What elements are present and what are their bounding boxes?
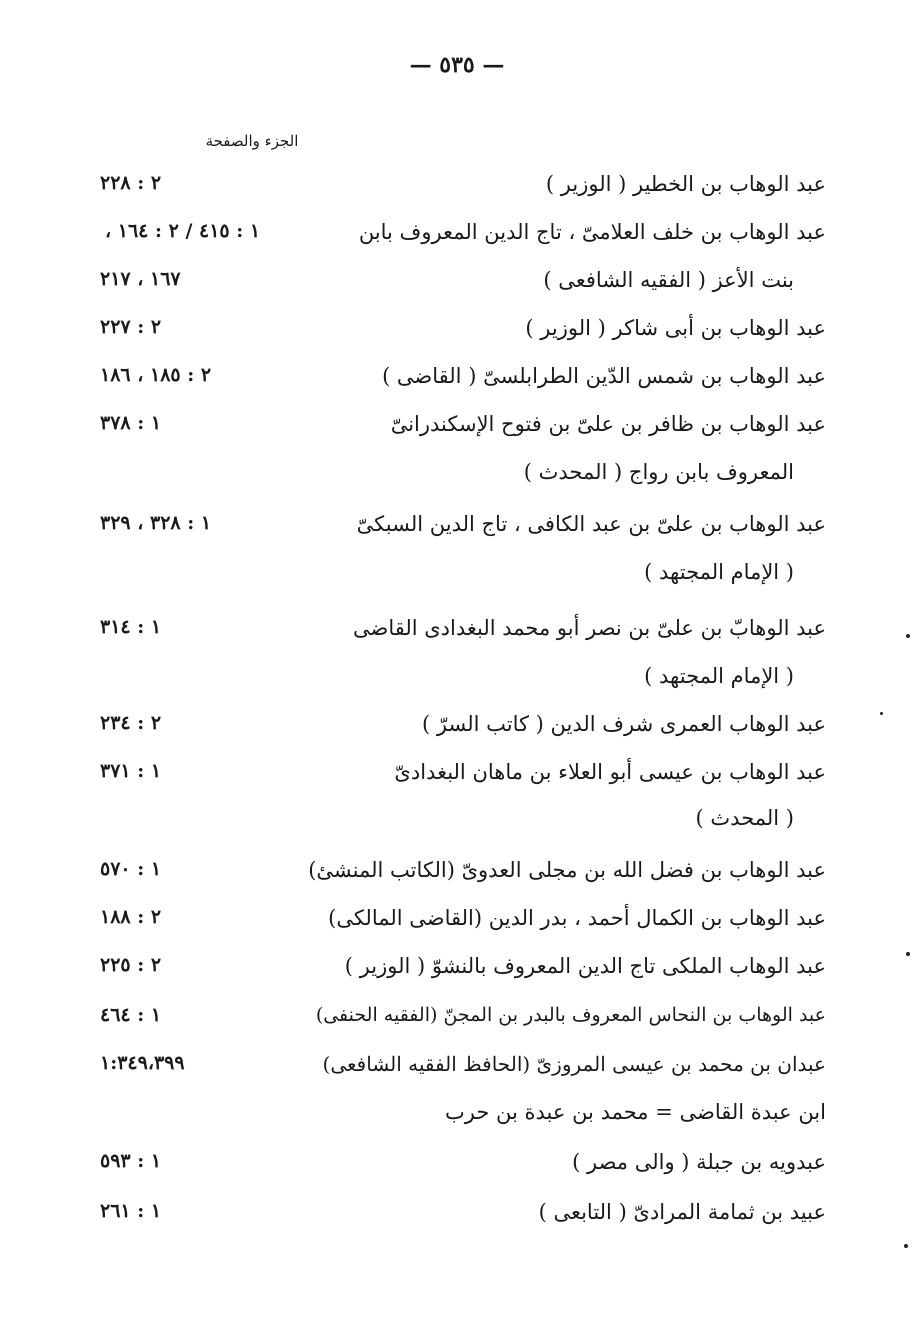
entry-reference: ١ : ٣٧١ <box>100 760 162 782</box>
entry-name: عبد الوهاب العمرى شرف الدين ( كاتب السرّ ) <box>422 712 826 736</box>
entry-reference: ١ : ٥٧٠ <box>100 858 162 880</box>
entry-name: عبد الوهابّ بن علىّ بن نصر أبو محمد البغدادى القاضى <box>352 616 826 640</box>
index-entry-continued <box>0 460 914 508</box>
index-entry <box>0 316 914 364</box>
entry-name: عبد الوهاب بن أبى شاكر ( الوزير ) <box>525 316 826 340</box>
entry-name: عبيد بن ثمامة المرادىّ ( التابعى ) <box>538 1200 826 1224</box>
entry-name: عبدويه بن جبلة ( والى مصر ) <box>572 1150 826 1174</box>
entry-reference: ١٦٧ ، ٢١٧ <box>100 268 181 290</box>
entry-name: عبد الوهاب بن الخطير ( الوزير ) <box>545 172 826 196</box>
index-entry <box>0 906 914 954</box>
entry-name: عبد الوهاب بن شمس الدّين الطرابلسىّ ( القاضى ) <box>382 364 826 388</box>
index-entry <box>0 712 914 760</box>
entry-reference: ١ : ٣٢٨ ، ٣٢٩ <box>100 512 212 534</box>
page-number: — ٥٣٥ — <box>409 52 505 78</box>
scan-speck <box>904 1244 908 1248</box>
entry-name: عبد الوهاب بن علىّ بن عبد الكافى ، تاج الدين السبكىّ <box>356 512 826 536</box>
index-entry-continued <box>0 664 914 712</box>
index-entry <box>0 1150 914 1198</box>
entry-reference: ٢ : ١٨٥ ، ١٨٦ <box>100 364 212 386</box>
index-entry <box>0 858 914 906</box>
scan-speck <box>906 634 910 638</box>
index-entry <box>0 1052 914 1100</box>
scan-speck <box>906 952 910 956</box>
index-entry <box>0 954 914 1002</box>
index-entry <box>0 1100 914 1148</box>
index-entry-continued <box>0 560 914 608</box>
entry-name: ( المحدث ) <box>695 806 794 830</box>
entry-reference: ٢ : ٢٢٧ <box>100 316 162 338</box>
entry-name: عبد الوهاب بن فضل الله بن مجلى العدوىّ (الكاتب المنشئ) <box>308 858 826 882</box>
index-entry-continued <box>0 806 914 854</box>
entry-name: ابن عبدة القاضى = محمد بن عبدة بن حرب <box>444 1100 826 1124</box>
entry-name: عبد الوهاب بن عيسى أبو العلاء بن ماهان البغدادىّ <box>394 760 826 784</box>
entry-name: المعروف بابن رواج ( المحدث ) <box>523 460 794 484</box>
index-entry <box>0 1004 914 1052</box>
entry-name: ( الإمام المجتهد ) <box>644 664 794 688</box>
entry-name: عبد الوهاب بن الكمال أحمد ، بدر الدين (القاضى المالكى) <box>328 906 826 930</box>
index-entry <box>0 512 914 560</box>
entry-reference: ٢ : ١٨٨ <box>100 906 162 928</box>
entry-reference: ١ : ٤١٥ / ٢ : ١٦٤ ، <box>105 220 261 242</box>
entry-name: عبد الوهاب بن النحاس المعروف بالبدر بن المجنّ (الفقيه الحنفى) <box>315 1004 826 1026</box>
index-entry <box>0 760 914 808</box>
index-entry <box>0 220 914 268</box>
entry-reference: ١ : ٣١٤ <box>100 616 162 638</box>
entry-reference: ٢ : ٢٢٥ <box>100 954 162 976</box>
scan-speck <box>880 712 883 715</box>
column-header: الجزء والصفحة <box>205 132 299 150</box>
entry-name: عبدان بن محمد بن عيسى المروزىّ (الحافظ الفقيه الشافعى) <box>322 1052 826 1076</box>
entry-name: بنت الأعز ( الفقيه الشافعى ) <box>543 268 794 292</box>
entry-reference: ٢ : ٢٢٨ <box>100 172 162 194</box>
entry-name: عبد الوهاب بن ظافر بن علىّ بن فتوح الإسكندرانىّ <box>390 412 826 436</box>
index-entry <box>0 412 914 460</box>
entry-reference: ١ : ٤٦٤ <box>100 1004 162 1026</box>
index-entry <box>0 364 914 412</box>
entry-name: عبد الوهاب بن خلف العلامىّ ، تاج الدين المعروف بابن <box>358 220 826 244</box>
entry-reference: ١:٣٤٩،٣٩٩ <box>100 1052 185 1074</box>
entry-reference: ١ : ٥٩٣ <box>100 1150 162 1172</box>
entry-reference: ١ : ٢٦١ <box>100 1200 162 1222</box>
entry-reference: ١ : ٣٧٨ <box>100 412 162 434</box>
index-entry <box>0 1200 914 1248</box>
index-entry <box>0 172 914 220</box>
entry-name: عبد الوهاب الملكى تاج الدين المعروف بالنشوّ ( الوزير ) <box>344 954 826 978</box>
index-entry <box>0 616 914 664</box>
entry-name: ( الإمام المجتهد ) <box>644 560 794 584</box>
index-entry-continued <box>0 268 914 316</box>
entry-reference: ٢ : ٢٣٤ <box>100 712 162 734</box>
